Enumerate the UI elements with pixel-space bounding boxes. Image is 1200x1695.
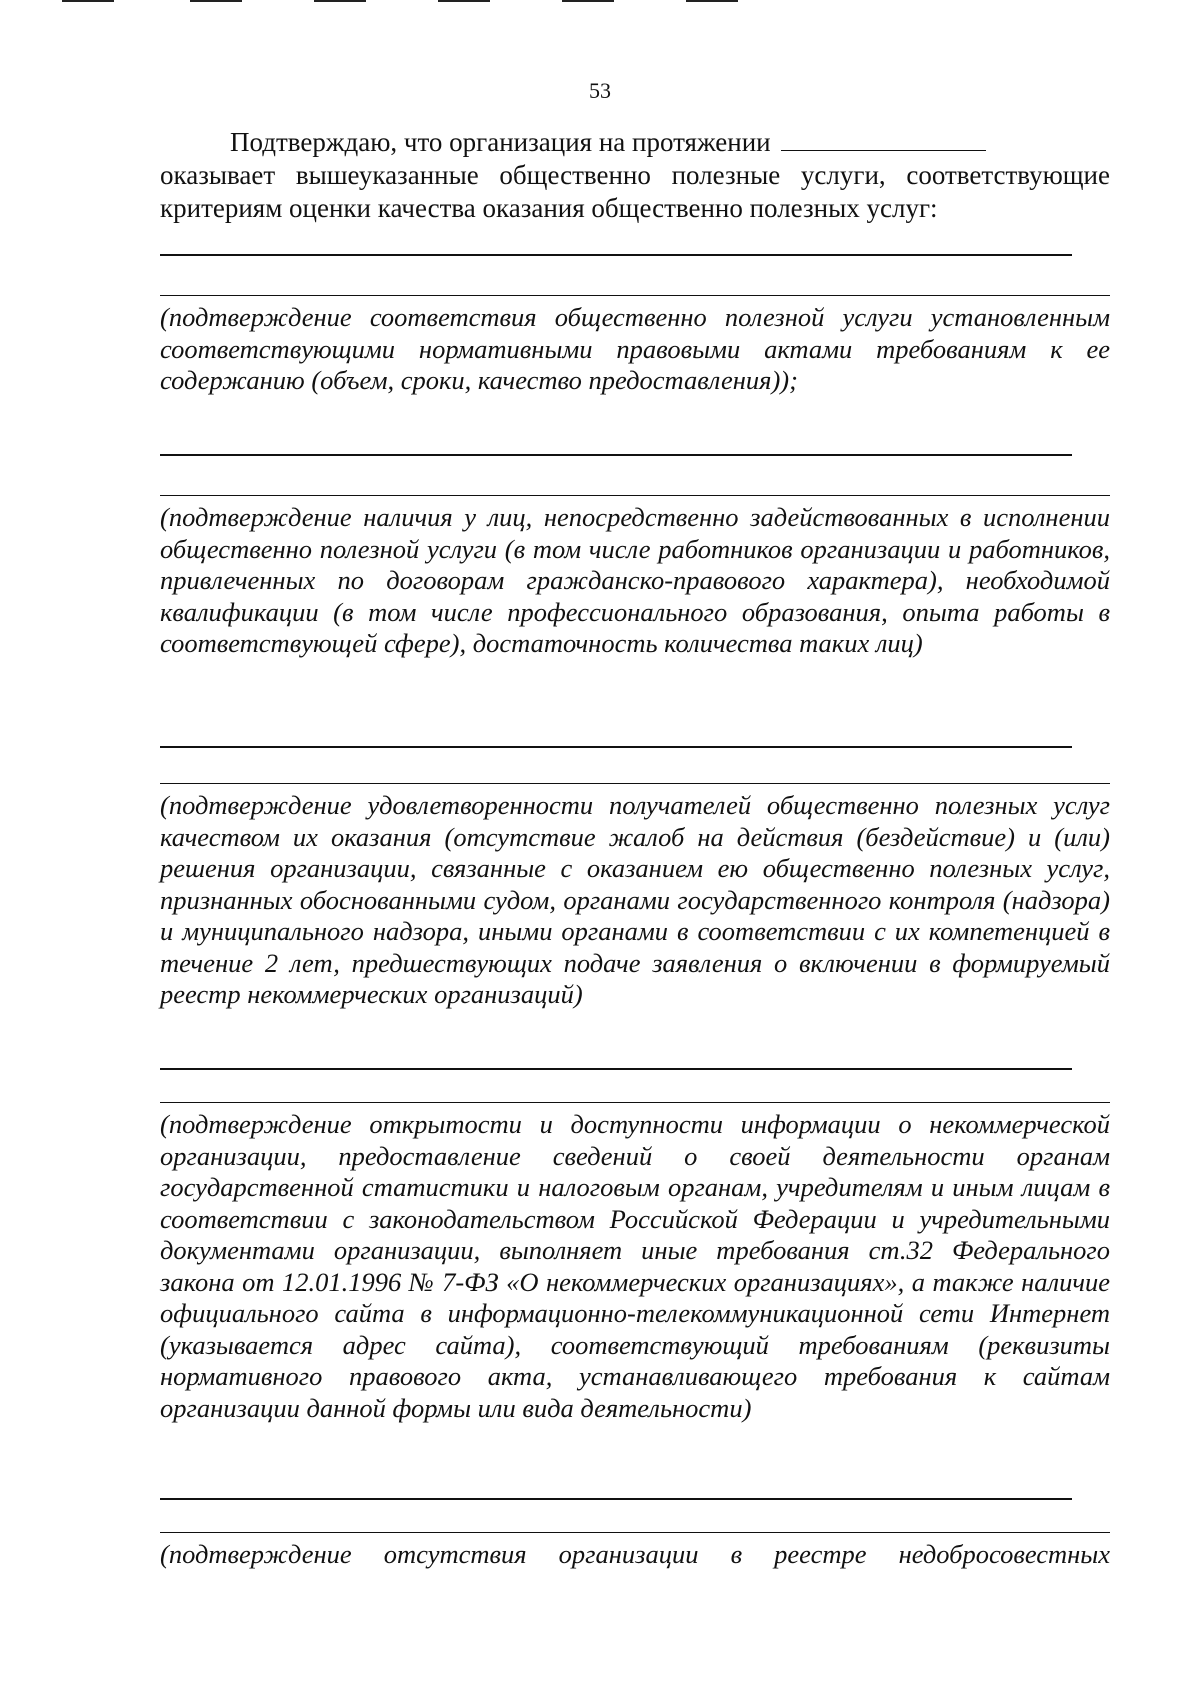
intro-paragraph — [160, 126, 1110, 225]
note-recipient-satisfaction: (подтверждение удовлетворенности получателей общественно полезных услуг качеством их оказания (отсутствие жалоб на действия (бездействие) и (или) решения организации, связанные с оказанием ею общественно полезных услуг, признанных обоснованными судом, органами государственного контроля (надзора) и муниципального надзора, иными органами в соответствии с их компетенцией в течение 2 лет, предшествующих подаче заявления о включении в формируемый реестр некоммерческих организаций) — [160, 790, 1110, 1009]
document-body — [160, 126, 1110, 1569]
fill-line[interactable] — [160, 1532, 1110, 1534]
fill-line[interactable] — [160, 295, 1110, 297]
fill-line[interactable] — [160, 1068, 1072, 1070]
intro-first-line — [160, 126, 1110, 159]
intro-line1-text: Подтверждаю, что организация на протяжении — [230, 127, 771, 157]
fill-line[interactable] — [160, 1102, 1110, 1104]
section-recipient-satisfaction — [160, 746, 1110, 1011]
fill-line[interactable] — [160, 1498, 1072, 1500]
section-unscrupulous-registry — [160, 1498, 1110, 1571]
intro-rest-text: оказывает вышеуказанные общественно полезные услуги, соответствующие критериям оценки качества оказания общественно полезных услуг: — [160, 160, 1110, 223]
fill-line[interactable] — [160, 254, 1072, 256]
note-service-compliance: (подтверждение соответствия общественно полезной услуги установленным соответствующими нормативными правовыми актами требованиям к ее содержанию (объем, сроки, качество предоставления)); — [160, 302, 1110, 395]
duration-blank-field[interactable] — [781, 130, 986, 151]
fill-line[interactable] — [160, 495, 1110, 497]
section-staff-qualification — [160, 454, 1110, 660]
page-number: 53 — [589, 78, 611, 103]
section-information-openness — [160, 1068, 1110, 1424]
fill-line[interactable] — [160, 454, 1072, 456]
note-unscrupulous-registry: (подтверждение отсутствия организации в реестре недобросовестных — [160, 1539, 1110, 1569]
note-staff-qualification: (подтверждение наличия у лиц, непосредственно задействованных в исполнении общественно полезной услуги (в том числе работников организации и работников, привлеченных по договорам гражданско-правового характера), необходимой квалификации (в том числе профессионального образования, опыта работы в соответствующей сфере), достаточность количества таких лиц) — [160, 502, 1110, 658]
fill-line[interactable] — [160, 746, 1072, 748]
fill-line[interactable] — [160, 783, 1110, 785]
section-service-compliance — [160, 254, 1110, 397]
note-information-openness: (подтверждение открытости и доступности информации о некоммерческой организации, предоставление сведений о своей деятельности органам государственной статистики и налоговым органам, учредителям и иным лицам в соответствии с законодательством Российской Федерации и учредительными документами организации, выполняет иные требования ст.32 Федерального закона от 12.01.1996 № 7-ФЗ «О некоммерческих организациях», а также наличие официального сайта в информационно-телекоммуникационной сети Интернет (указывается адрес сайта), соответствующий требованиям (реквизиты нормативного правового акта, устанавливающего требования к сайтам организации данной формы или вида деятельности) — [160, 1109, 1110, 1423]
scan-edge-marks — [0, 0, 1200, 4]
